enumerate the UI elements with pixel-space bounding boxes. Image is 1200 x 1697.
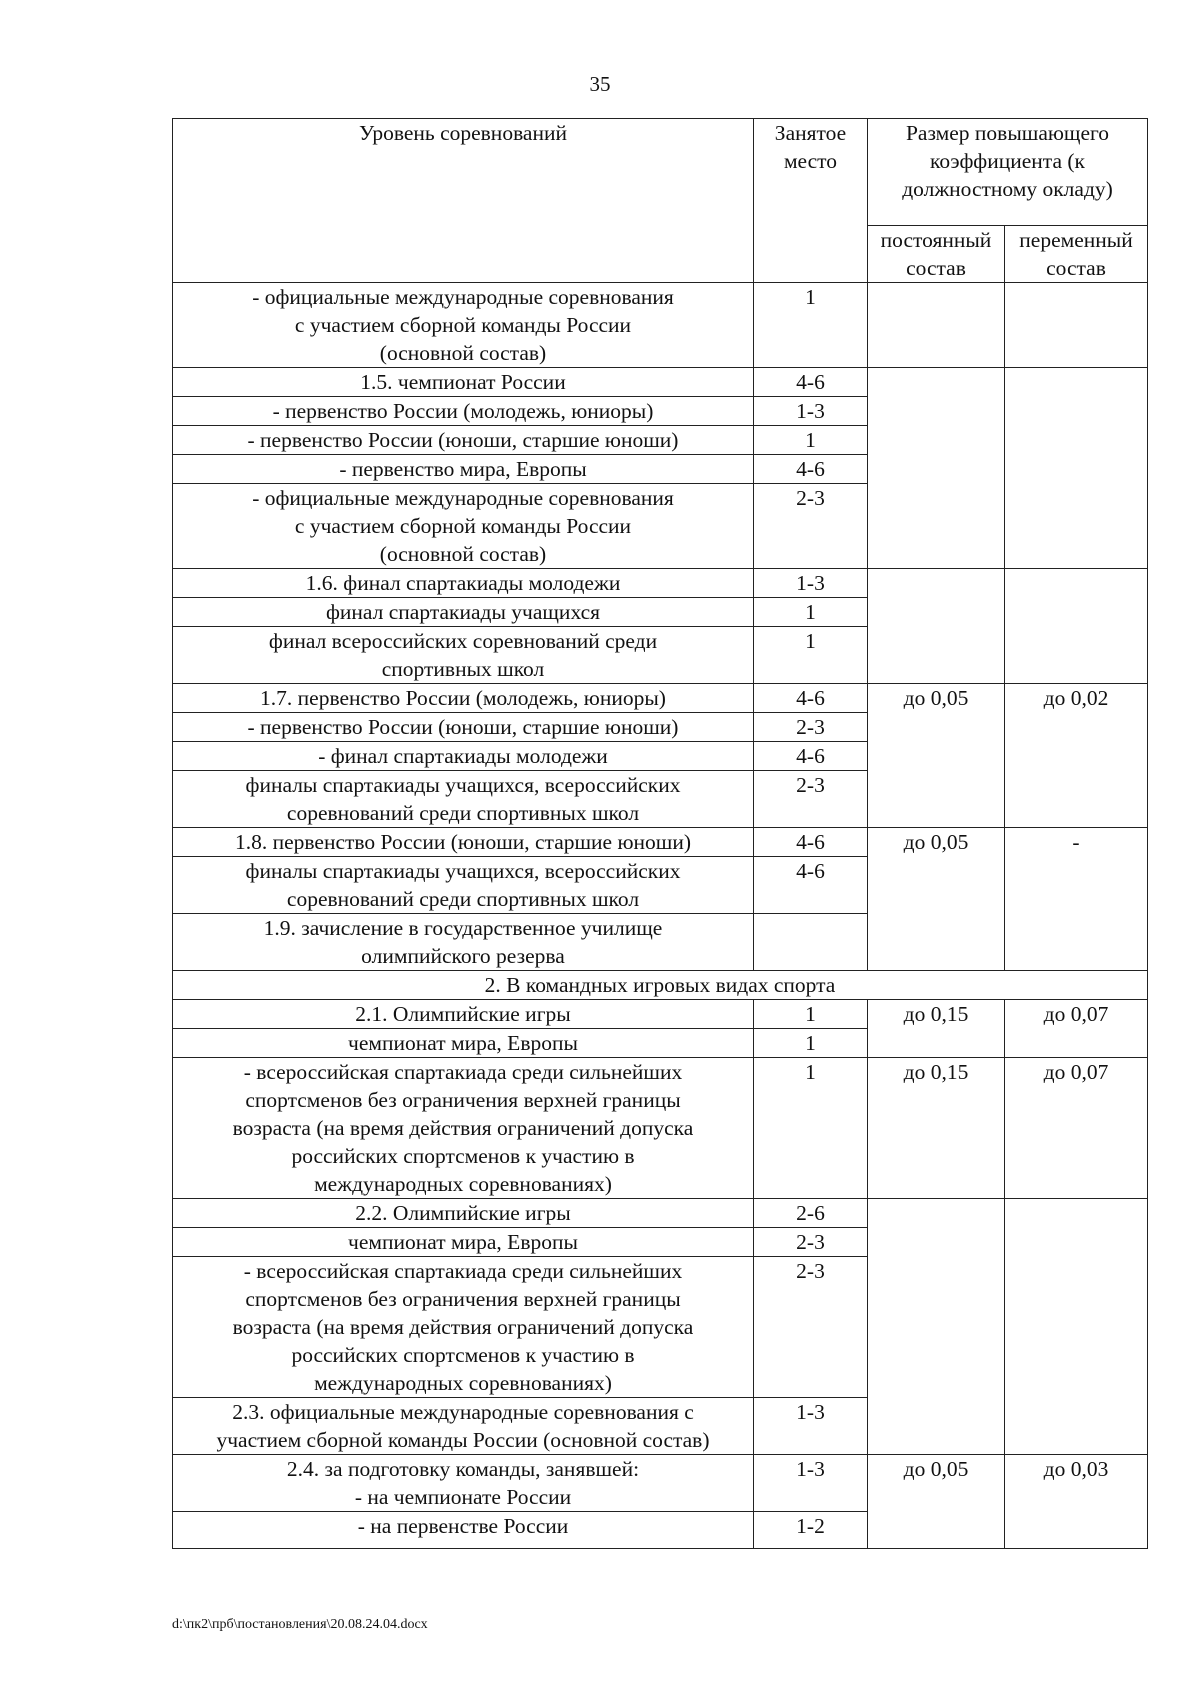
level-cell: чемпионат мира, Европы (173, 1029, 754, 1058)
place-cell: 1-3 (754, 397, 868, 426)
level-cell: финалы спартакиады учащихся, всероссийских соревнований среди спортивных школ (173, 771, 754, 828)
place-cell: 1 (754, 1000, 868, 1029)
place-cell: 2-3 (754, 1228, 868, 1257)
level-cell: - всероссийская спартакиада среди сильнейших спортсменов без ограничения верхней границы возраста (на время действия ограничений допуска российских спортсменов к участию в международных соревнованиях) (173, 1257, 754, 1398)
permanent-coef-cell (868, 569, 1005, 684)
level-cell: - финал спартакиады молодежи (173, 742, 754, 771)
level-cell: чемпионат мира, Европы (173, 1228, 754, 1257)
header-var: переменный состав (1005, 226, 1148, 283)
level-cell: - первенство России (молодежь, юниоры) (173, 397, 754, 426)
header-place: Занятое место (754, 119, 868, 283)
variable-coef-cell (1005, 1199, 1148, 1455)
level-cell: - первенство России (юноши, старшие юноши) (173, 426, 754, 455)
level-cell: финалы спартакиады учащихся, всероссийских соревнований среди спортивных школ (173, 857, 754, 914)
level-cell: финал спартакиады учащихся (173, 598, 754, 627)
place-cell: 2-3 (754, 1257, 868, 1398)
place-cell: 1-2 (754, 1512, 868, 1549)
place-cell (754, 914, 868, 971)
permanent-coef-cell: до 0,05 (868, 1455, 1005, 1549)
permanent-coef-cell (868, 368, 1005, 569)
permanent-coef-cell: до 0,15 (868, 1000, 1005, 1058)
place-cell: 1-3 (754, 1398, 868, 1455)
level-cell: 2.4. за подготовку команды, занявшей: - на чемпионате России (173, 1455, 754, 1512)
place-cell: 1-3 (754, 569, 868, 598)
place-cell: 2-3 (754, 771, 868, 828)
place-cell: 2-3 (754, 713, 868, 742)
place-cell: 4-6 (754, 368, 868, 397)
place-cell: 2-6 (754, 1199, 868, 1228)
section-row (173, 971, 1148, 1000)
level-cell: 1.6. финал спартакиады молодежи (173, 569, 754, 598)
place-cell: 1-3 (754, 1455, 868, 1512)
permanent-coef-cell (868, 283, 1005, 368)
level-cell: 1.8. первенство России (юноши, старшие юноши) (173, 828, 754, 857)
variable-coef-cell: до 0,07 (1005, 1058, 1148, 1199)
place-cell: 1 (754, 283, 868, 368)
variable-coef-cell: до 0,02 (1005, 684, 1148, 828)
level-cell: 1.9. зачисление в государственное училище олимпийского резерва (173, 914, 754, 971)
table-row (173, 569, 1148, 598)
place-cell: 4-6 (754, 742, 868, 771)
place-cell: 4-6 (754, 828, 868, 857)
table-row (173, 1000, 1148, 1029)
section-title: 2. В командных игровых видах спорта (173, 971, 1148, 1000)
place-cell: 1 (754, 1029, 868, 1058)
permanent-coef-cell: до 0,15 (868, 1058, 1005, 1199)
place-cell: 1 (754, 426, 868, 455)
file-path-footer: d:\пк2\прб\постановления\20.08.24.04.docx (172, 1617, 428, 1632)
place-cell: 4-6 (754, 455, 868, 484)
level-cell: - первенство мира, Европы (173, 455, 754, 484)
header-perm: постоянный состав (868, 226, 1005, 283)
header-level: Уровень соревнований (173, 119, 754, 283)
level-cell: 2.2. Олимпийские игры (173, 1199, 754, 1228)
variable-coef-cell: до 0,03 (1005, 1455, 1148, 1549)
place-cell: 1 (754, 627, 868, 684)
place-cell: 4-6 (754, 857, 868, 914)
level-cell: - всероссийская спартакиада среди сильнейших спортсменов без ограничения верхней границы возраста (на время действия ограничений допуска российских спортсменов к участию в международных соревнованиях) (173, 1058, 754, 1199)
place-cell: 1 (754, 598, 868, 627)
permanent-coef-cell: до 0,05 (868, 828, 1005, 971)
table-row (173, 684, 1148, 713)
variable-coef-cell (1005, 283, 1148, 368)
variable-coef-cell: - (1005, 828, 1148, 971)
permanent-coef-cell (868, 1199, 1005, 1455)
variable-coef-cell (1005, 368, 1148, 569)
place-cell: 1 (754, 1058, 868, 1199)
table-row (173, 1199, 1148, 1228)
level-cell: финал всероссийских соревнований среди спортивных школ (173, 627, 754, 684)
header-row (173, 119, 1148, 226)
header-coef: Размер повышающего коэффициента (к должностному окладу) (868, 119, 1148, 226)
level-cell: - на первенстве России (173, 1512, 754, 1549)
variable-coef-cell (1005, 569, 1148, 684)
level-cell: - официальные международные соревнования с участием сборной команды России (основной состав) (173, 484, 754, 569)
level-cell: - первенство России (юноши, старшие юноши) (173, 713, 754, 742)
table-row (173, 828, 1148, 857)
level-cell: 2.3. официальные международные соревнования с участием сборной команды России (основной состав) (173, 1398, 754, 1455)
place-cell: 4-6 (754, 684, 868, 713)
coefficient-table (172, 118, 1148, 1549)
level-cell: 1.5. чемпионат России (173, 368, 754, 397)
level-cell: 2.1. Олимпийские игры (173, 1000, 754, 1029)
table-row (173, 1455, 1148, 1512)
table-row (173, 1058, 1148, 1199)
permanent-coef-cell: до 0,05 (868, 684, 1005, 828)
page-number: 35 (589, 72, 611, 96)
level-cell: - официальные международные соревнования с участием сборной команды России (основной состав) (173, 283, 754, 368)
place-cell: 2-3 (754, 484, 868, 569)
table-row (173, 283, 1148, 368)
variable-coef-cell: до 0,07 (1005, 1000, 1148, 1058)
level-cell: 1.7. первенство России (молодежь, юниоры) (173, 684, 754, 713)
table-row (173, 368, 1148, 397)
